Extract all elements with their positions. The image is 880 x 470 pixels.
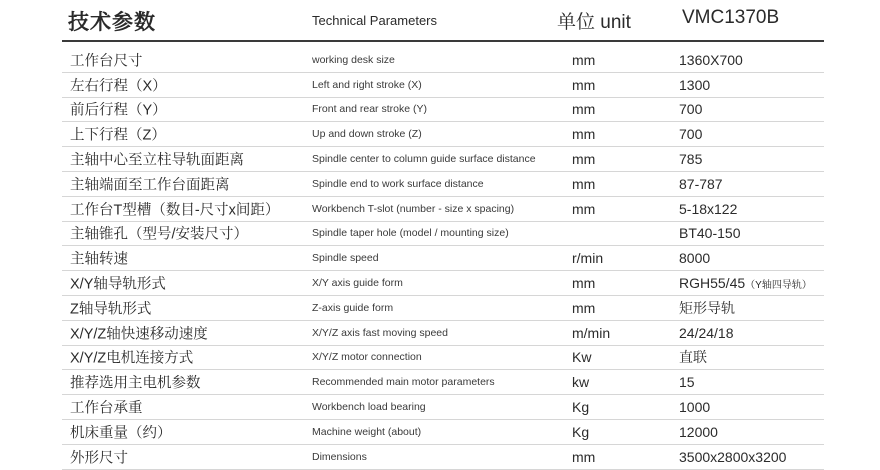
table-row xyxy=(62,48,824,73)
param-name-cn: 左右行程（X） xyxy=(70,78,167,95)
table-row xyxy=(62,296,824,321)
table-row xyxy=(62,122,824,147)
header-model: VMC1370B xyxy=(682,7,780,28)
param-unit: mm xyxy=(572,126,596,143)
header-title-cn: 技术参数 xyxy=(68,11,156,34)
param-name-en: Spindle speed xyxy=(312,252,379,265)
param-unit: mm xyxy=(572,151,596,168)
param-name-en: Front and rear stroke (Y) xyxy=(312,103,427,116)
table-row xyxy=(62,98,824,123)
table-row xyxy=(62,420,824,445)
param-name-en: Workbench T-slot (number - size x spacing) xyxy=(312,202,515,215)
param-value: 8000 xyxy=(679,250,711,267)
header-unit: 单位 unit xyxy=(557,12,631,33)
param-value: 直联 xyxy=(679,349,707,366)
param-value: 1360X700 xyxy=(679,51,743,68)
param-value xyxy=(679,275,812,291)
param-name-cn: X/Y/Z电机连接方式 xyxy=(70,350,194,367)
param-value: 5-18x122 xyxy=(679,200,738,217)
param-value: 15 xyxy=(679,374,695,391)
param-unit: mm xyxy=(572,448,596,465)
param-name-cn: 主轴中心至立柱导轨面距离 xyxy=(70,152,244,169)
param-value: BT40-150 xyxy=(679,225,741,242)
table-row xyxy=(62,147,824,172)
param-unit: mm xyxy=(572,299,596,316)
table-row xyxy=(62,172,824,197)
table-header xyxy=(62,0,824,42)
param-value: 24/24/18 xyxy=(679,324,734,341)
param-name-cn: 主轴转速 xyxy=(70,251,128,268)
param-name-en: working desk size xyxy=(312,53,395,66)
param-value: 3500x2800x3200 xyxy=(679,448,787,465)
param-unit: mm xyxy=(572,101,596,118)
table-row xyxy=(62,321,824,346)
table-row xyxy=(62,370,824,395)
param-name-cn: 工作台尺寸 xyxy=(70,53,143,70)
param-name-cn: 主轴锥孔（型号/安装尺寸） xyxy=(70,226,249,243)
param-name-cn: X/Y轴导轨形式 xyxy=(70,276,166,293)
spec-rows xyxy=(62,48,824,470)
param-name-en: Left and right stroke (X) xyxy=(312,78,422,91)
table-row xyxy=(62,222,824,247)
table-row xyxy=(62,197,824,222)
param-unit: kw xyxy=(572,374,590,391)
param-name-cn: 上下行程（Z） xyxy=(70,127,166,144)
param-name-en: Recommended main motor parameters xyxy=(312,376,495,389)
param-value-note: （Y轴四导轨） xyxy=(745,280,812,292)
param-unit: mm xyxy=(572,200,596,217)
table-row xyxy=(62,445,824,470)
param-unit: mm xyxy=(572,76,596,93)
param-name-en: Z-axis guide form xyxy=(312,301,394,314)
param-value: 700 xyxy=(679,126,703,143)
param-name-cn: X/Y/Z轴快速移动速度 xyxy=(70,326,208,343)
table-row xyxy=(62,346,824,371)
param-value-main: RGH55/45 xyxy=(679,275,746,292)
param-name-cn: 前后行程（Y） xyxy=(70,102,167,119)
param-value: 785 xyxy=(679,151,703,168)
param-unit: m/min xyxy=(572,324,611,341)
param-name-en: Machine weight (about) xyxy=(312,425,422,438)
param-unit: Kw xyxy=(572,349,592,366)
param-value: 1300 xyxy=(679,76,711,93)
param-value: 87-787 xyxy=(679,175,723,192)
param-value: 1000 xyxy=(679,399,711,416)
param-name-en: X/Y axis guide form xyxy=(312,277,403,290)
param-value: 700 xyxy=(679,101,703,118)
param-unit: mm xyxy=(572,175,596,192)
param-name-en: Spindle end to work surface distance xyxy=(312,177,484,190)
param-unit: Kg xyxy=(572,399,590,416)
param-value: 矩形导轨 xyxy=(679,299,735,316)
param-name-en: Up and down stroke (Z) xyxy=(312,128,422,141)
param-name-en: Dimensions xyxy=(312,450,367,463)
param-name-en: Spindle center to column guide surface distance xyxy=(312,153,536,166)
param-unit: mm xyxy=(572,51,596,68)
param-unit: mm xyxy=(572,275,596,292)
param-name-cn: Z轴导轨形式 xyxy=(70,301,152,318)
table-row xyxy=(62,395,824,420)
param-name-cn: 推荐选用主电机参数 xyxy=(70,375,201,392)
param-unit: r/min xyxy=(572,250,604,267)
param-name-cn: 机床重量（约） xyxy=(70,425,172,442)
param-unit: Kg xyxy=(572,423,590,440)
param-name-en: Spindle taper hole (model / mounting size) xyxy=(312,227,509,240)
header-title-en: Technical Parameters xyxy=(312,13,437,28)
param-name-cn: 外形尺寸 xyxy=(70,450,128,467)
table-row xyxy=(62,271,824,296)
param-name-cn: 主轴端面至工作台面距离 xyxy=(70,177,230,194)
param-value: 12000 xyxy=(679,423,718,440)
param-name-cn: 工作台T型槽（数目-尺寸x间距） xyxy=(70,202,280,219)
param-name-en: X/Y/Z axis fast moving speed xyxy=(312,326,448,339)
table-row xyxy=(62,246,824,271)
param-name-cn: 工作台承重 xyxy=(70,400,143,417)
param-name-en: Workbench load bearing xyxy=(312,401,426,414)
param-name-en: X/Y/Z motor connection xyxy=(312,351,422,364)
table-row xyxy=(62,73,824,98)
